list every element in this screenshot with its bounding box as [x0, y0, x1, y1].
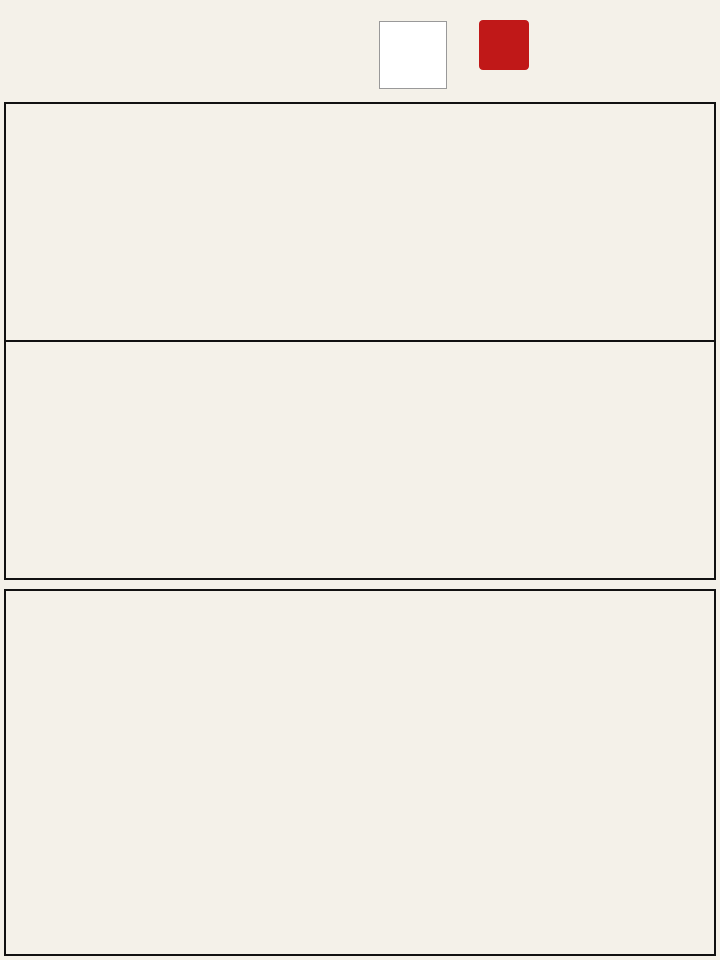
dai-van-grid: [4, 342, 716, 580]
header-info: [12, 9, 18, 27]
yearly-luck-grid: [4, 589, 716, 956]
qr-code-icon[interactable]: [379, 21, 447, 89]
gender-line: [12, 9, 18, 27]
seal-stamp-icon: [479, 20, 529, 70]
four-pillars-table: [4, 102, 716, 342]
